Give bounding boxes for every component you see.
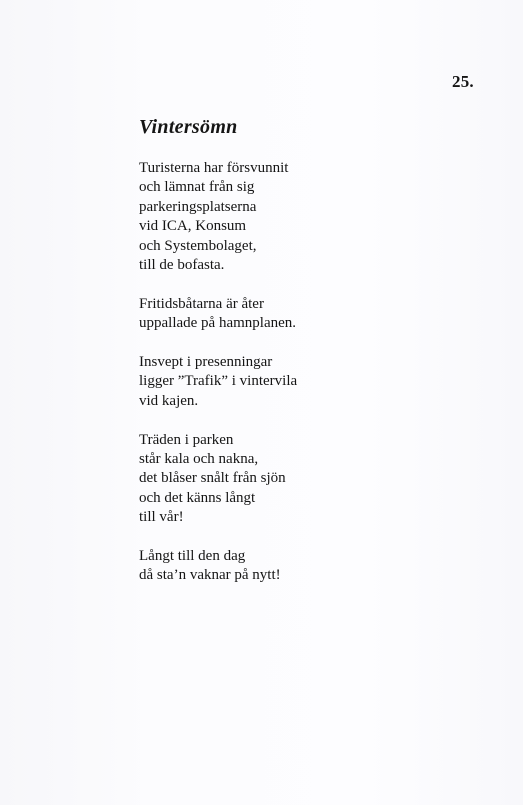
poem-title: Vintersömn <box>139 116 238 138</box>
stanza-2 <box>139 295 439 334</box>
poem-line: till vår! <box>139 509 184 526</box>
poem-line: och Systembolaget, <box>139 237 257 254</box>
poem-line: och lämnat från sig <box>139 179 255 196</box>
poem-line: Fritidsbåtarna är åter <box>139 295 264 312</box>
stanza-5 <box>139 547 439 586</box>
poem-line: det blåser snålt från sjön <box>139 470 286 487</box>
poem-body <box>139 159 439 605</box>
page-number: 25. <box>452 72 474 91</box>
poem-line: Turisterna har försvunnit <box>139 160 289 176</box>
stanza-1 <box>139 159 439 275</box>
poem-line: och det känns långt <box>139 489 256 506</box>
poem-line: Träden i parken <box>139 431 234 448</box>
stanza-3 <box>139 353 439 411</box>
poem-line: ligger ”Trafik” i vintervila <box>139 373 298 390</box>
poem-line: då sta’n vaknar på nytt! <box>139 567 281 584</box>
poem-line: Insvept i presenningar <box>139 354 273 371</box>
poem-line: parkeringsplatserna <box>139 198 257 215</box>
poem-line: står kala och nakna, <box>139 451 259 468</box>
poem-line: uppallade på hamnplanen. <box>139 315 297 332</box>
poem-line: Långt till den dag <box>139 548 246 565</box>
stanza-4 <box>139 431 439 528</box>
poem-line: vid kajen. <box>139 392 199 409</box>
poem-line: till de bofasta. <box>139 257 225 274</box>
poem-line: vid ICA, Konsum <box>139 218 247 235</box>
